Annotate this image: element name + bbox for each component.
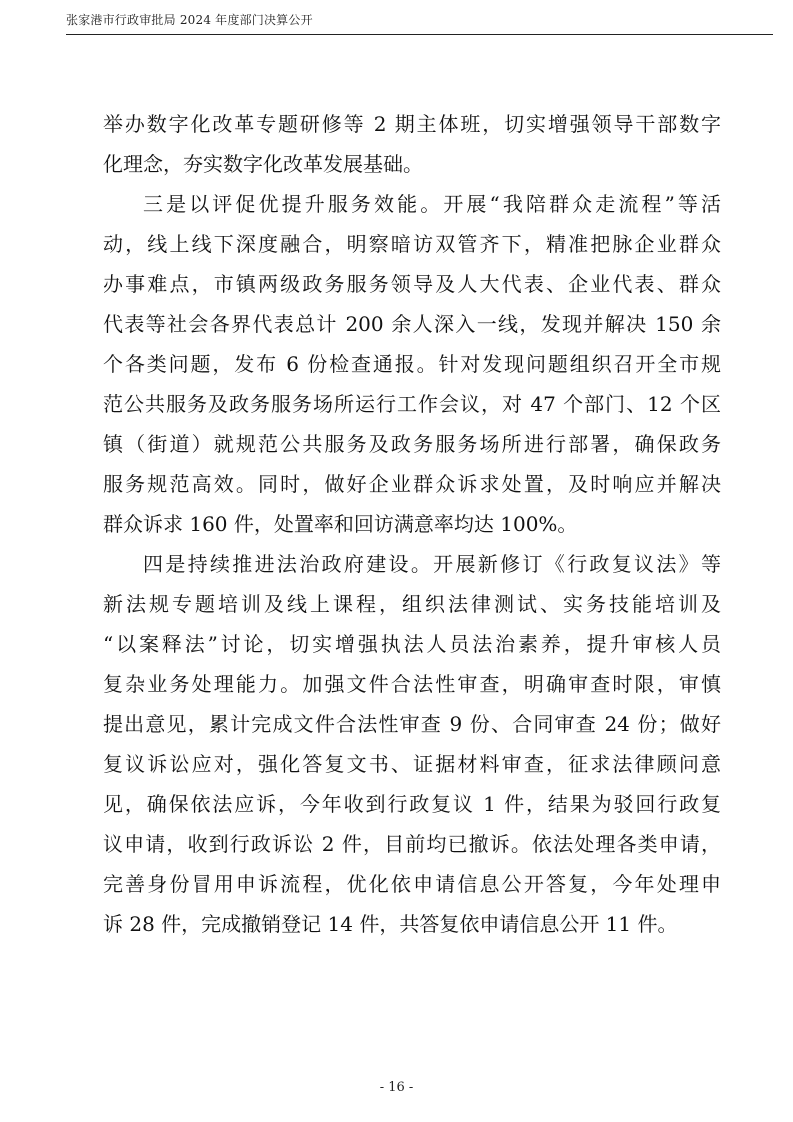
text-line: 代表等社会各界代表总计 200 余人深入一线，发现并解决 150 余 bbox=[103, 312, 721, 336]
text-line: 群众诉求 160 件，处置率和回访满意率均达 100%。 bbox=[103, 512, 578, 536]
body-text bbox=[103, 104, 721, 944]
running-header: 张家港市行政审批局 2024 年度部门决算公开 bbox=[66, 13, 313, 27]
text-line: 个各类问题，发布 6 份检查通报。针对发现问题组织召开全市规 bbox=[103, 352, 721, 376]
paragraph-service-efficiency bbox=[103, 184, 721, 544]
text-line: 动，线上线下深度融合，明察暗访双管齐下，精准把脉企业群众 bbox=[103, 232, 721, 256]
paragraph-continuation bbox=[103, 104, 721, 184]
text-line: 议申请，收到行政诉讼 2 件，目前均已撤诉。依法处理各类申请， bbox=[103, 832, 721, 856]
text-line: 举办数字化改革专题研修等 2 期主体班，切实增强领导干部数字 bbox=[103, 112, 721, 136]
text-line: 四是持续推进法治政府建设。开展新修订《行政复议法》等 bbox=[143, 552, 721, 576]
text-line: 复杂业务处理能力。加强文件合法性审查，明确审查时限，审慎 bbox=[103, 672, 721, 696]
text-line: 完善身份冒用申诉流程，优化依申请信息公开答复，今年处理申 bbox=[103, 872, 721, 896]
text-line: 提出意见，累计完成文件合法性审查 9 份、合同审查 24 份；做好 bbox=[103, 712, 721, 736]
paragraph-rule-of-law bbox=[103, 544, 721, 944]
text-line: 镇（街道）就规范公共服务及政务服务场所进行部署，确保政务 bbox=[103, 432, 721, 456]
text-line: 见，确保依法应诉，今年收到行政复议 1 件，结果为驳回行政复 bbox=[103, 792, 721, 816]
page-number: - 16 - bbox=[379, 1080, 414, 1095]
header-rule bbox=[66, 34, 773, 35]
text-line: 新法规专题培训及线上课程，组织法律测试、实务技能培训及 bbox=[103, 592, 721, 616]
text-line: 服务规范高效。同时，做好企业群众诉求处置，及时响应并解决 bbox=[103, 472, 721, 496]
text-line: 三是以评促优提升服务效能。开展“我陪群众走流程”等活 bbox=[143, 192, 721, 216]
text-line: 诉 28 件，完成撤销登记 14 件，共答复依申请信息公开 11 件。 bbox=[103, 912, 678, 936]
text-line: 范公共服务及政务服务场所运行工作会议，对 47 个部门、12 个区 bbox=[103, 392, 721, 416]
text-line: “以案释法”讨论，切实增强执法人员法治素养，提升审核人员 bbox=[103, 632, 721, 656]
text-line: 办事难点，市镇两级政务服务领导及人大代表、企业代表、群众 bbox=[103, 272, 721, 296]
text-line: 复议诉讼应对，强化答复文书、证据材料审查，征求法律顾问意 bbox=[103, 752, 721, 776]
text-line: 化理念，夯实数字化改革发展基础。 bbox=[103, 152, 423, 176]
